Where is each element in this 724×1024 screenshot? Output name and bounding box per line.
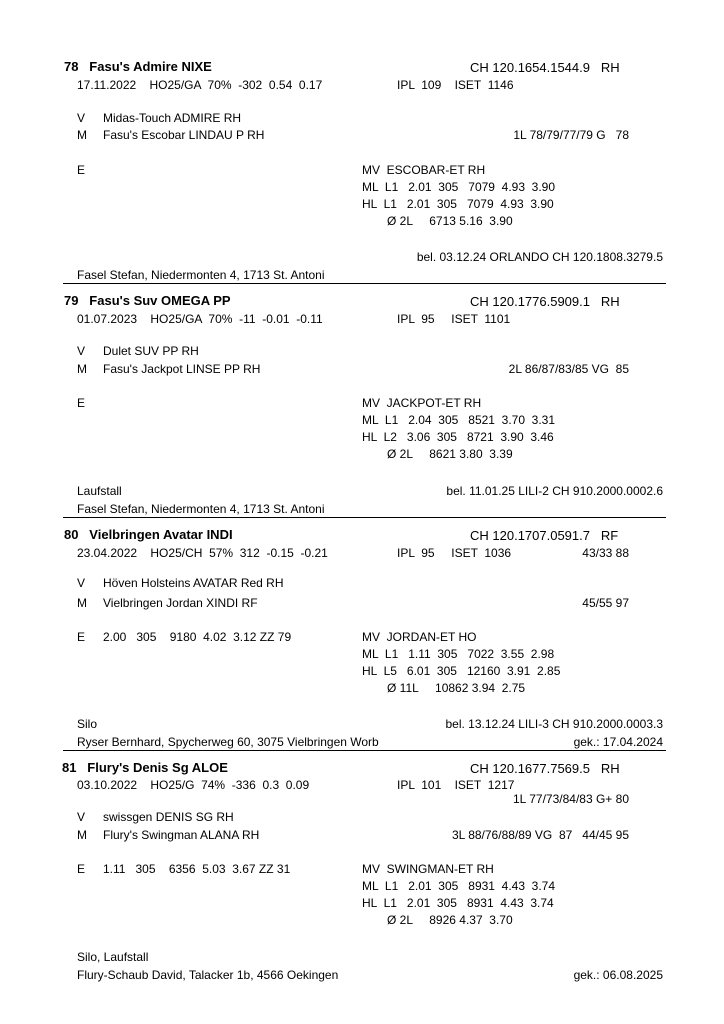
- sire-label: V: [77, 810, 86, 824]
- dam: Vielbringen Jordan XINDI RF: [103, 596, 258, 610]
- sire: swissgen DENIS SG RH: [103, 810, 234, 824]
- first-lactation: ML L1 2.01 305 7079 4.93 3.90: [362, 180, 556, 194]
- sire: Höven Holsteins AVATAR Red RH: [103, 576, 284, 590]
- entry-id: CH 120.1677.7569.5 RH: [470, 761, 620, 776]
- average-lactation: Ø 2L 8621 3.80 3.39: [387, 447, 513, 461]
- entry-ipl-line: IPL 95 ISET 1036: [397, 546, 512, 560]
- purchase-date: gek.: 17.04.2024: [573, 735, 663, 749]
- dam: Flury's Swingman ALANA RH: [103, 828, 260, 842]
- entry-title: 78 Fasu's Admire NIXE: [64, 59, 212, 74]
- divider: [63, 517, 666, 518]
- owner: Ryser Bernhard, Spycherweg 60, 3075 Vielbringen Worb: [77, 735, 379, 749]
- entry-date-line: 17.11.2022 HO25/GA 70% -302 0.54 0.17: [77, 78, 323, 92]
- purchase-date: gek.: 06.08.2025: [573, 968, 663, 982]
- housing-note: Laufstall: [77, 484, 122, 498]
- dam: Fasu's Escobar LINDAU P RH: [103, 128, 265, 142]
- best-lactation: HL L1 2.01 305 8931 4.43 3.74: [362, 896, 554, 910]
- best-lactation: HL L1 2.01 305 7079 4.93 3.90: [362, 197, 554, 211]
- entry-ipl-line: IPL 109 ISET 1146: [397, 78, 514, 92]
- entry-date-line: 23.04.2022 HO25/CH 57% 312 -0.15 -0.21: [77, 546, 328, 560]
- dam-score: 45/55 97: [582, 596, 629, 610]
- first-lactation: ML L1 2.04 305 8521 3.70 3.31: [362, 413, 556, 427]
- insemination: bel. 13.12.24 LILI-3 CH 910.2000.0003.3: [445, 717, 663, 731]
- dam-label: M: [77, 362, 87, 376]
- linear-score: 43/33 88: [582, 546, 629, 560]
- linear-score: 1L 77/73/84/83 G+ 80: [513, 792, 629, 806]
- entry-title: 81 Flury's Denis Sg ALOE: [62, 760, 228, 775]
- owner: Fasel Stefan, Niedermonten 4, 1713 St. Antoni: [77, 268, 325, 282]
- own-lactation-label: E: [77, 862, 86, 876]
- dam-label: M: [77, 128, 87, 142]
- entry-id: CH 120.1707.0591.7 RF: [470, 528, 619, 543]
- entry-title: 80 Vielbringen Avatar INDI: [64, 527, 233, 542]
- own-lactation: 1.11 305 6356 5.03 3.67 ZZ 31: [103, 862, 291, 876]
- average-lactation: Ø 11L 10862 3.94 2.75: [387, 681, 526, 695]
- entry-date-line: 01.07.2023 HO25/GA 70% -11 -0.01 -0.11: [77, 312, 323, 326]
- sire: Dulet SUV PP RH: [103, 344, 199, 358]
- dam: Fasu's Jackpot LINSE PP RH: [103, 362, 261, 376]
- first-lactation: ML L1 2.01 305 8931 4.43 3.74: [362, 879, 556, 893]
- dam-score: 2L 86/87/83/85 VG 85: [508, 362, 629, 376]
- average-lactation: Ø 2L 6713 5.16 3.90: [387, 214, 513, 228]
- sire-label: V: [77, 111, 86, 125]
- entry-date-line: 03.10.2022 HO25/G 74% -336 0.3 0.09: [77, 778, 310, 792]
- maternal-grandsire: MV SWINGMAN-ET RH: [362, 862, 494, 876]
- own-lactation-label: E: [77, 396, 86, 410]
- best-lactation: HL L5 6.01 305 12160 3.91 2.85: [362, 664, 561, 678]
- entry-ipl-line: IPL 95 ISET 1101: [397, 312, 511, 326]
- dam-label: M: [77, 828, 87, 842]
- dam-label: M: [77, 596, 87, 610]
- best-lactation: HL L2 3.06 305 8721 3.90 3.46: [362, 430, 554, 444]
- insemination: bel. 11.01.25 LILI-2 CH 910.2000.0002.6: [446, 484, 663, 498]
- average-lactation: Ø 2L 8926 4.37 3.70: [387, 913, 513, 927]
- owner: Flury-Schaub David, Talacker 1b, 4566 Oekingen: [77, 968, 339, 982]
- entry-id: CH 120.1776.5909.1 RH: [470, 294, 620, 309]
- maternal-grandsire: MV JACKPOT-ET RH: [362, 396, 482, 410]
- housing-note: Silo, Laufstall: [77, 950, 149, 964]
- housing-note: Silo: [77, 717, 98, 731]
- sire-label: V: [77, 344, 86, 358]
- divider: [63, 750, 666, 751]
- own-lactation: 2.00 305 9180 4.02 3.12 ZZ 79: [103, 630, 292, 644]
- own-lactation-label: E: [77, 630, 86, 644]
- dam-score: 1L 78/79/77/79 G 78: [513, 128, 629, 142]
- sire: Midas-Touch ADMIRE RH: [103, 111, 242, 125]
- insemination: bel. 03.12.24 ORLANDO CH 120.1808.3279.5: [416, 250, 663, 264]
- owner: Fasel Stefan, Niedermonten 4, 1713 St. Antoni: [77, 502, 325, 516]
- entry-ipl-line: IPL 101 ISET 1217: [397, 778, 515, 792]
- maternal-grandsire: MV JORDAN-ET HO: [362, 630, 477, 644]
- entry-id: CH 120.1654.1544.9 RH: [470, 60, 620, 75]
- first-lactation: ML L1 1.11 305 7022 3.55 2.98: [362, 647, 555, 661]
- maternal-grandsire: MV ESCOBAR-ET RH: [362, 163, 486, 177]
- divider: [63, 283, 666, 284]
- own-lactation-label: E: [77, 163, 86, 177]
- entry-title: 79 Fasu's Suv OMEGA PP: [64, 293, 231, 308]
- dam-score: 3L 88/76/88/89 VG 87 44/45 95: [451, 828, 629, 842]
- sire-label: V: [77, 576, 86, 590]
